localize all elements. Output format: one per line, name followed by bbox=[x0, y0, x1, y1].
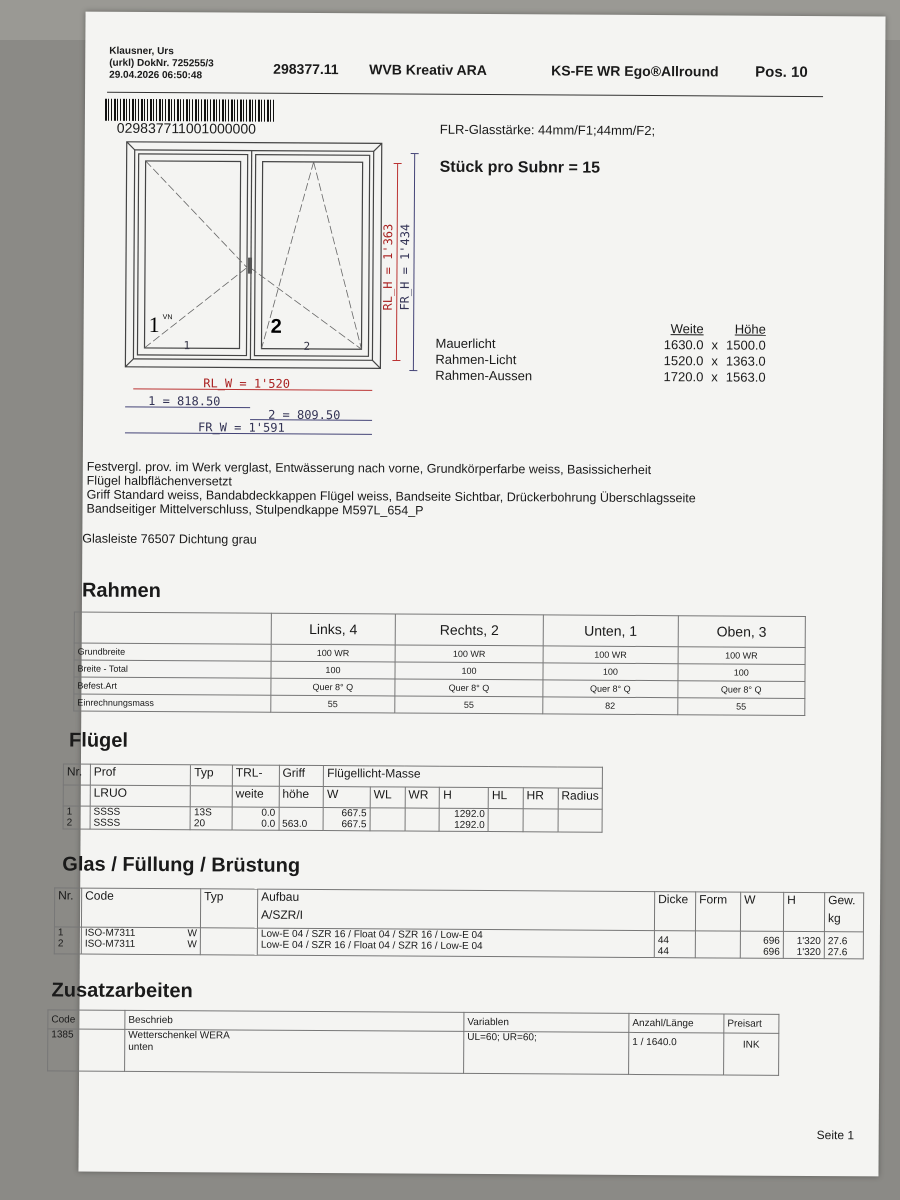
cell: UL=60; UR=60; bbox=[464, 1031, 629, 1074]
pieces-per-subnr: Stück pro Subnr = 15 bbox=[439, 158, 601, 177]
row-label: Grundbreite bbox=[74, 643, 271, 661]
col-nr: Nr. bbox=[54, 888, 81, 927]
cell bbox=[282, 808, 320, 819]
col-aufbau: Aufbau bbox=[261, 889, 300, 904]
dim-rl-w: RL_W = 1'520 bbox=[203, 376, 291, 391]
cell: 100 bbox=[271, 661, 395, 679]
order-number: 298377.11 bbox=[273, 60, 339, 78]
col-hoehe: Höhe bbox=[734, 321, 766, 337]
col-kg: kg bbox=[827, 911, 841, 926]
zusatz-title: Zusatzarbeiten bbox=[51, 979, 193, 1003]
col-beschrieb: Beschrieb bbox=[125, 1010, 464, 1031]
project-name: WVB Kreativ ARA bbox=[369, 61, 487, 79]
note-line: Flügel halbflächenversetzt bbox=[86, 473, 232, 489]
cell: 55 bbox=[395, 696, 543, 714]
window-drawing bbox=[108, 137, 430, 439]
col-anzahl: Anzahl/Länge bbox=[629, 1013, 724, 1033]
zusatz-table bbox=[47, 1009, 779, 1075]
cell: 0.0 bbox=[261, 818, 276, 830]
sash-2-label: 2 bbox=[270, 315, 282, 338]
glass-thickness: FLR-Glasstärke: 44mm/F1;44mm/F2; bbox=[439, 121, 656, 139]
cell: SSSS bbox=[93, 806, 121, 818]
cell: 44 bbox=[657, 946, 669, 958]
cell: 2 bbox=[57, 938, 64, 950]
col-w: W bbox=[323, 787, 370, 808]
dim-label: Rahmen-Licht bbox=[435, 351, 517, 368]
rahmen-corner bbox=[74, 612, 271, 644]
header-customer-block bbox=[109, 46, 214, 83]
dim-w2: 2 = 809.50 bbox=[268, 407, 341, 423]
col-typ: Typ bbox=[191, 765, 233, 786]
col-griff: Griff bbox=[279, 765, 324, 786]
document-page bbox=[51, 12, 885, 1177]
cell: 100 WR bbox=[271, 644, 395, 662]
dim-x: x bbox=[711, 369, 718, 385]
cell: 1 / 1640.0 bbox=[629, 1032, 724, 1075]
dim-w: 1520.0 bbox=[663, 353, 704, 369]
dim-fr-h: FR_H = 1'434 bbox=[397, 223, 413, 311]
col-hl: HL bbox=[488, 788, 523, 809]
glass-2-label: 2 bbox=[303, 339, 311, 353]
cell: 1'320 bbox=[796, 946, 821, 959]
cell: ISO-M7311 bbox=[84, 938, 136, 950]
cell: 20 bbox=[193, 818, 206, 830]
notes-block bbox=[86, 460, 806, 520]
col-prof: Prof bbox=[90, 764, 191, 786]
rahmen-header: Oben, 3 bbox=[678, 616, 806, 648]
fluegel-title: Flügel bbox=[69, 729, 129, 752]
table-row bbox=[63, 806, 602, 832]
dimensions-table bbox=[431, 320, 770, 386]
row-label: Breite - Total bbox=[74, 660, 271, 678]
cell: 100 bbox=[678, 664, 806, 682]
cell: W bbox=[187, 928, 197, 940]
dim-w1: 1 = 818.50 bbox=[148, 393, 221, 409]
cell: 27.6 bbox=[827, 936, 848, 948]
cell: Low-E 04 / SZR 16 / Float 04 / SZR 16 / Low-E 04 bbox=[260, 928, 483, 942]
col-variablen: Variablen bbox=[464, 1012, 629, 1032]
cell: Quer 8° Q bbox=[677, 681, 805, 699]
col-code: Code bbox=[81, 888, 200, 928]
cell: 82 bbox=[543, 697, 677, 715]
col-code: Code bbox=[48, 1010, 125, 1029]
dim-x: x bbox=[711, 337, 719, 353]
note-line: Bandseitiger Mittelverschluss, Stulpendkappe M597L_654_P bbox=[86, 501, 424, 518]
glas-table bbox=[54, 887, 864, 959]
col-h: H bbox=[783, 892, 824, 931]
col-wl: WL bbox=[370, 787, 405, 808]
barcode bbox=[105, 99, 275, 122]
header-divider bbox=[107, 92, 823, 97]
note-line: Festvergl. prov. im Werk verglast, Entwässerung nach vorne, Grundkörperfarbe weiss, Basissicherheit bbox=[86, 459, 652, 478]
col-weite: Weite bbox=[670, 321, 704, 337]
cell: Quer 8° Q bbox=[543, 680, 677, 698]
cell: 100 bbox=[543, 663, 677, 681]
col-radius: Radius bbox=[558, 788, 602, 809]
col-hoehe: höhe bbox=[279, 786, 324, 807]
col-preisart: Preisart bbox=[724, 1014, 779, 1033]
cell: 100 WR bbox=[395, 645, 543, 663]
col-typ: Typ bbox=[200, 889, 257, 928]
handle-icon bbox=[248, 258, 252, 274]
col-hr: HR bbox=[523, 788, 558, 809]
cell: 55 bbox=[271, 695, 395, 713]
rahmen-title: Rahmen bbox=[81, 579, 161, 603]
cell: 563.0 bbox=[282, 818, 308, 830]
dim-w: 1720.0 bbox=[663, 369, 704, 385]
sash-1-label: 1 bbox=[148, 311, 160, 338]
cell: 55 bbox=[677, 698, 805, 716]
col-weite: weite bbox=[232, 786, 279, 807]
dim-h: 1500.0 bbox=[725, 337, 766, 353]
cell: SSSS bbox=[93, 817, 121, 829]
col-wr: WR bbox=[405, 787, 440, 808]
table-row bbox=[54, 927, 863, 959]
dim-w: 1630.0 bbox=[663, 337, 704, 353]
cell: 0.0 bbox=[261, 807, 276, 819]
barcode-number: 029837711001000000 bbox=[116, 119, 257, 137]
cell: Quer 8° Q bbox=[271, 678, 395, 696]
col-dicke: Dicke bbox=[654, 892, 695, 931]
cell: Low-E 04 / SZR 16 / Float 04 / SZR 16 / Low-E 04 bbox=[260, 939, 483, 953]
position-label: Pos. 10 bbox=[755, 63, 808, 81]
page-number: Seite 1 bbox=[816, 1128, 855, 1143]
cell: 13S bbox=[193, 807, 212, 819]
note-line: Griff Standard weiss, Bandabdeckkappen Flügel weiss, Bandseite Sichtbar, Drückerbohrung Überschlagsseite bbox=[86, 487, 696, 506]
col-w: W bbox=[740, 892, 783, 931]
col-form: Form bbox=[695, 892, 740, 931]
rahmen-header: Unten, 1 bbox=[543, 615, 678, 647]
dim-h: 1563.0 bbox=[725, 369, 766, 385]
cell: 100 WR bbox=[678, 647, 806, 665]
col-aszr: A/SZR/I bbox=[260, 907, 304, 922]
row-label: Einrechnungsmass bbox=[74, 694, 271, 712]
cell: 1'320 bbox=[796, 935, 821, 948]
dim-h: 1363.0 bbox=[725, 353, 766, 369]
rahmen-header: Rechts, 2 bbox=[395, 614, 543, 646]
col-lruo: LRUO bbox=[90, 785, 191, 807]
fluegel-table bbox=[63, 763, 603, 832]
frame-outer bbox=[125, 142, 381, 369]
cell: 1292.0 bbox=[454, 819, 485, 832]
table-row bbox=[48, 1029, 779, 1075]
col-masse: Flügellicht-Masse bbox=[324, 766, 603, 789]
rahmen-table bbox=[73, 612, 806, 716]
cell: 100 bbox=[395, 662, 543, 680]
dim-fr-w: FR_W = 1'591 bbox=[197, 420, 285, 435]
cell: 1 bbox=[66, 806, 73, 818]
cell: W bbox=[187, 939, 197, 951]
dim-row bbox=[431, 368, 769, 386]
cell: 44 bbox=[657, 935, 670, 947]
cell: 1 bbox=[57, 927, 64, 939]
glass-bead-note: Glasleiste 76507 Dichtung grau bbox=[82, 531, 257, 547]
cell: 100 WR bbox=[543, 646, 677, 664]
doc-datetime: 29.04.2026 06:50:48 bbox=[109, 69, 203, 82]
cell: INK bbox=[724, 1033, 779, 1075]
cell: 2 bbox=[66, 817, 73, 829]
cell: 696 bbox=[763, 935, 780, 947]
cell: Quer 8° Q bbox=[395, 679, 543, 697]
cell: ISO-M7311 bbox=[84, 927, 136, 939]
dim-x: x bbox=[711, 353, 718, 369]
cell: Wetterschenkel WERA bbox=[128, 1029, 230, 1042]
doc-number: (urkl) DokNr. 725255/3 bbox=[109, 57, 214, 70]
cell: 696 bbox=[763, 946, 780, 958]
table-row bbox=[74, 694, 805, 715]
glas-title: Glas / Füllung / Brüstung bbox=[62, 853, 301, 877]
rahmen-header: Links, 4 bbox=[271, 613, 395, 645]
customer-name: Klausner, Urs bbox=[109, 45, 174, 58]
cell: 1385 bbox=[48, 1029, 125, 1071]
row-label: Befest.Art bbox=[74, 677, 271, 695]
cell: 1292.0 bbox=[454, 808, 485, 821]
dim-label: Rahmen-Aussen bbox=[435, 367, 533, 384]
col-nr: Nr. bbox=[63, 764, 90, 785]
cell: 667.5 bbox=[341, 819, 367, 831]
col-h: H bbox=[440, 787, 489, 808]
system-name: KS-FE WR Ego®Allround bbox=[551, 62, 719, 80]
cell: 27.6 bbox=[827, 947, 848, 959]
glass-1-label: 1 bbox=[183, 339, 191, 353]
col-gew: Gew. bbox=[828, 893, 856, 908]
cell: 667.5 bbox=[341, 808, 367, 820]
sash-1-sup: VN bbox=[162, 314, 173, 322]
col-trl: TRL- bbox=[232, 765, 279, 786]
dim-rl-h: RL_H = 1'363 bbox=[380, 223, 396, 311]
dim-label: Mauerlicht bbox=[435, 335, 496, 352]
frame-inner bbox=[133, 150, 373, 360]
cell: unten bbox=[128, 1041, 154, 1054]
